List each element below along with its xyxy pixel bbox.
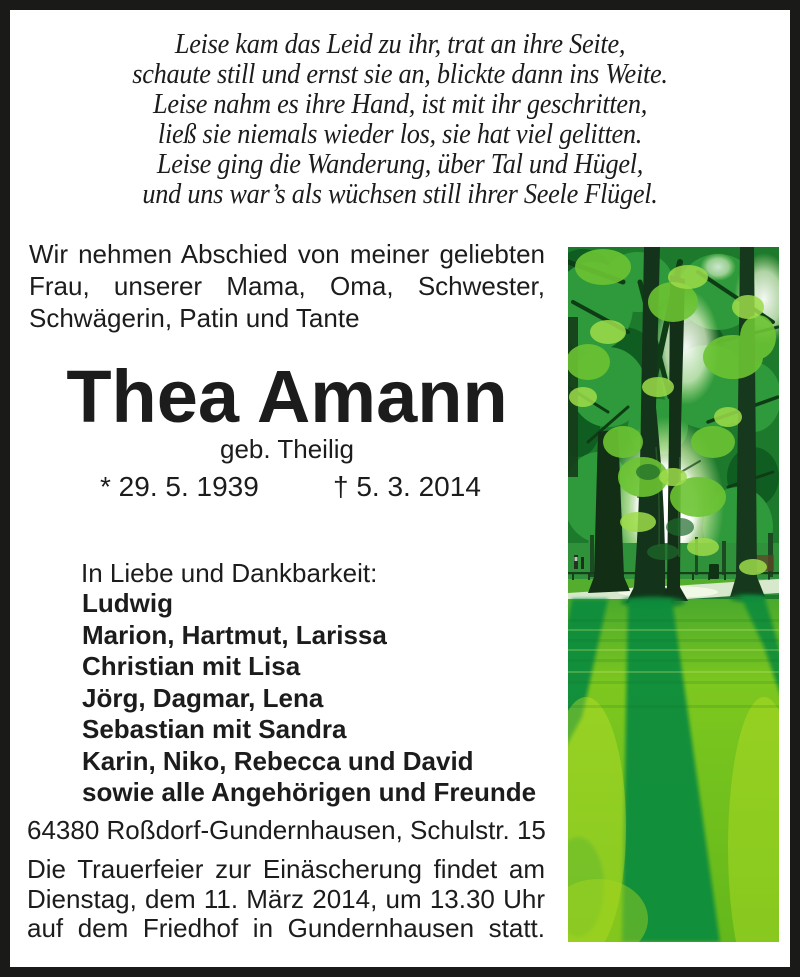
poem-line: und uns war’s als wüchsen still ihrer Seele Flügel. xyxy=(142,179,658,210)
poem-line: Leise kam das Leid zu ihr, trat an ihre Seite, xyxy=(174,29,626,60)
home-address: 64380 Roßdorf-Gundernhausen, Schulstr. 15 xyxy=(27,815,546,845)
mourner-line: Karin, Niko, Rebecca und David xyxy=(82,745,474,776)
poem-line: Leise ging die Wanderung, über Tal und Hügel, xyxy=(156,149,644,180)
park-sunlight-photo xyxy=(568,247,779,942)
death-date: † 5. 3. 2014 xyxy=(333,471,481,502)
farewell-intro xyxy=(29,238,545,334)
mourner-line: Ludwig xyxy=(82,588,173,618)
mourners-list xyxy=(82,588,536,809)
mourner-line: Christian mit Lisa xyxy=(82,651,301,681)
poem-line: ließ sie niemals wieder los, sie hat viel gelitten. xyxy=(157,119,643,150)
intro-line: Wir nehmen Abschied von meiner geliebten xyxy=(29,239,545,269)
memorial-poem xyxy=(33,30,766,210)
intro-line: Schwägerin, Patin und Tante xyxy=(29,303,360,333)
mourner-line: Jörg, Dagmar, Lena xyxy=(82,682,324,713)
deceased-name: Thea Amann xyxy=(66,355,508,438)
intro-line: Frau, unserer Mama, Oma, Schwester, xyxy=(29,271,545,301)
birth-date: * 29. 5. 1939 xyxy=(100,471,259,502)
mourner-line: Sebastian mit Sandra xyxy=(82,714,347,744)
maiden-name: geb. Theilig xyxy=(220,434,354,464)
mourner-line: sowie alle Angehörigen und Freunde xyxy=(82,777,537,807)
mourner-line: Marion, Hartmut, Larissa xyxy=(82,619,387,650)
funeral-line: Die Trauerfeier zur Einäscherung findet am xyxy=(27,854,545,884)
funeral-details xyxy=(27,855,545,944)
poem-line: schaute still und ernst sie an, blickte dann ins Weite. xyxy=(132,59,668,90)
closing-line: In Liebe und Dankbarkeit: xyxy=(81,558,378,588)
park-photo-illustration xyxy=(568,247,779,942)
funeral-line: auf dem Friedhof in Gundernhausen statt. xyxy=(27,913,545,943)
funeral-line: Dienstag, dem 11. März 2014, um 13.30 Uhr xyxy=(27,883,545,914)
poem-line: Leise nahm es ihre Hand, ist mit ihr geschritten, xyxy=(152,89,648,120)
